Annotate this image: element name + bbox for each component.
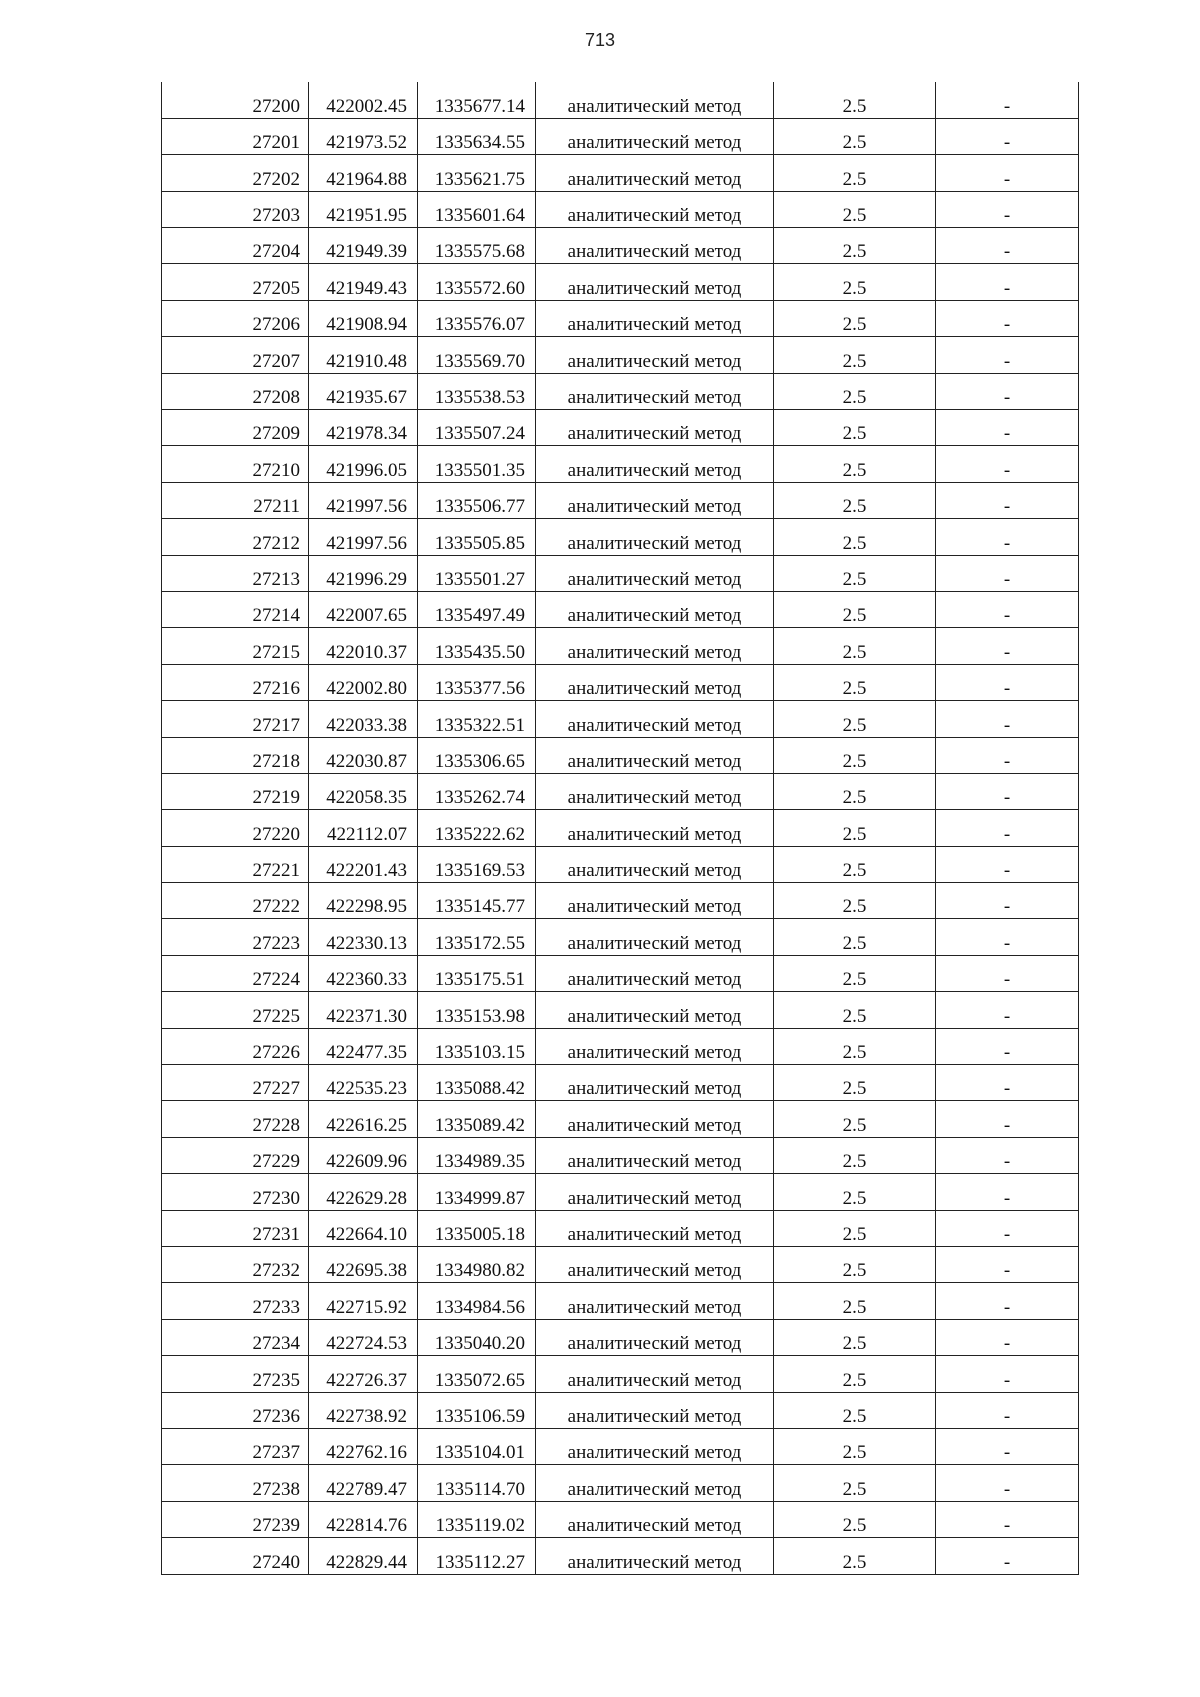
table-row	[162, 264, 1079, 300]
method-cell: аналитический метод	[536, 1428, 774, 1464]
note-cell: -	[936, 1065, 1079, 1101]
method-cell: аналитический метод	[536, 555, 774, 591]
x-coordinate-cell: 422738.92	[309, 1392, 418, 1428]
method-cell: аналитический метод	[536, 373, 774, 409]
x-coordinate-cell: 421997.56	[309, 519, 418, 555]
y-coordinate-cell: 1335145.77	[418, 883, 536, 919]
point-number-cell: 27225	[162, 992, 309, 1028]
note-cell: -	[936, 1356, 1079, 1392]
method-cell: аналитический метод	[536, 1356, 774, 1392]
method-cell: аналитический метод	[536, 300, 774, 336]
method-cell: аналитический метод	[536, 191, 774, 227]
y-coordinate-cell: 1335306.65	[418, 737, 536, 773]
method-cell: аналитический метод	[536, 1247, 774, 1283]
accuracy-cell: 2.5	[774, 1538, 936, 1574]
note-cell: -	[936, 1101, 1079, 1137]
table-row	[162, 701, 1079, 737]
x-coordinate-cell: 421996.29	[309, 555, 418, 591]
method-cell: аналитический метод	[536, 1392, 774, 1428]
note-cell: -	[936, 1210, 1079, 1246]
note-cell: -	[936, 82, 1079, 118]
method-cell: аналитический метод	[536, 1210, 774, 1246]
method-cell: аналитический метод	[536, 1137, 774, 1173]
accuracy-cell: 2.5	[774, 1465, 936, 1501]
note-cell: -	[936, 773, 1079, 809]
point-number-cell: 27231	[162, 1210, 309, 1246]
x-coordinate-cell: 421951.95	[309, 191, 418, 227]
y-coordinate-cell: 1335089.42	[418, 1101, 536, 1137]
note-cell: -	[936, 1174, 1079, 1210]
accuracy-cell: 2.5	[774, 773, 936, 809]
note-cell: -	[936, 1465, 1079, 1501]
accuracy-cell: 2.5	[774, 737, 936, 773]
point-number-cell: 27222	[162, 883, 309, 919]
method-cell: аналитический метод	[536, 446, 774, 482]
method-cell: аналитический метод	[536, 82, 774, 118]
note-cell: -	[936, 846, 1079, 882]
y-coordinate-cell: 1335222.62	[418, 810, 536, 846]
x-coordinate-cell: 421908.94	[309, 300, 418, 336]
table-row	[162, 737, 1079, 773]
point-number-cell: 27223	[162, 919, 309, 955]
method-cell: аналитический метод	[536, 810, 774, 846]
table-row	[162, 337, 1079, 373]
method-cell: аналитический метод	[536, 1319, 774, 1355]
note-cell: -	[936, 300, 1079, 336]
note-cell: -	[936, 810, 1079, 846]
method-cell: аналитический метод	[536, 264, 774, 300]
note-cell: -	[936, 591, 1079, 627]
point-number-cell: 27232	[162, 1247, 309, 1283]
x-coordinate-cell: 422371.30	[309, 992, 418, 1028]
accuracy-cell: 2.5	[774, 1319, 936, 1355]
point-number-cell: 27200	[162, 82, 309, 118]
x-coordinate-cell: 422002.80	[309, 664, 418, 700]
method-cell: аналитический метод	[536, 1501, 774, 1537]
accuracy-cell: 2.5	[774, 846, 936, 882]
point-number-cell: 27230	[162, 1174, 309, 1210]
accuracy-cell: 2.5	[774, 410, 936, 446]
accuracy-cell: 2.5	[774, 519, 936, 555]
x-coordinate-cell: 421978.34	[309, 410, 418, 446]
accuracy-cell: 2.5	[774, 591, 936, 627]
table-row	[162, 846, 1079, 882]
table-row	[162, 1137, 1079, 1173]
table-row	[162, 628, 1079, 664]
note-cell: -	[936, 992, 1079, 1028]
x-coordinate-cell: 421996.05	[309, 446, 418, 482]
note-cell: -	[936, 264, 1079, 300]
y-coordinate-cell: 1335634.55	[418, 118, 536, 154]
point-number-cell: 27218	[162, 737, 309, 773]
point-number-cell: 27219	[162, 773, 309, 809]
x-coordinate-cell: 422201.43	[309, 846, 418, 882]
x-coordinate-cell: 422609.96	[309, 1137, 418, 1173]
note-cell: -	[936, 191, 1079, 227]
note-cell: -	[936, 664, 1079, 700]
x-coordinate-cell: 421997.56	[309, 482, 418, 518]
point-number-cell: 27202	[162, 155, 309, 191]
table-row	[162, 773, 1079, 809]
y-coordinate-cell: 1335322.51	[418, 701, 536, 737]
note-cell: -	[936, 337, 1079, 373]
y-coordinate-cell: 1335435.50	[418, 628, 536, 664]
accuracy-cell: 2.5	[774, 664, 936, 700]
x-coordinate-cell: 422814.76	[309, 1501, 418, 1537]
accuracy-cell: 2.5	[774, 919, 936, 955]
point-number-cell: 27212	[162, 519, 309, 555]
table-row	[162, 191, 1079, 227]
method-cell: аналитический метод	[536, 664, 774, 700]
accuracy-cell: 2.5	[774, 1174, 936, 1210]
table-row	[162, 919, 1079, 955]
x-coordinate-cell: 422010.37	[309, 628, 418, 664]
table-row	[162, 883, 1079, 919]
y-coordinate-cell: 1335106.59	[418, 1392, 536, 1428]
coordinates-table-body	[162, 82, 1079, 1574]
point-number-cell: 27236	[162, 1392, 309, 1428]
y-coordinate-cell: 1334999.87	[418, 1174, 536, 1210]
method-cell: аналитический метод	[536, 1065, 774, 1101]
y-coordinate-cell: 1335103.15	[418, 1028, 536, 1064]
point-number-cell: 27214	[162, 591, 309, 627]
method-cell: аналитический метод	[536, 410, 774, 446]
x-coordinate-cell: 422477.35	[309, 1028, 418, 1064]
note-cell: -	[936, 373, 1079, 409]
y-coordinate-cell: 1335169.53	[418, 846, 536, 882]
x-coordinate-cell: 421964.88	[309, 155, 418, 191]
y-coordinate-cell: 1335112.27	[418, 1538, 536, 1574]
note-cell: -	[936, 228, 1079, 264]
note-cell: -	[936, 1538, 1079, 1574]
accuracy-cell: 2.5	[774, 628, 936, 664]
x-coordinate-cell: 422112.07	[309, 810, 418, 846]
table-row	[162, 591, 1079, 627]
accuracy-cell: 2.5	[774, 264, 936, 300]
accuracy-cell: 2.5	[774, 555, 936, 591]
x-coordinate-cell: 422695.38	[309, 1247, 418, 1283]
table-row	[162, 1210, 1079, 1246]
y-coordinate-cell: 1335506.77	[418, 482, 536, 518]
accuracy-cell: 2.5	[774, 1247, 936, 1283]
table-row	[162, 482, 1079, 518]
method-cell: аналитический метод	[536, 883, 774, 919]
method-cell: аналитический метод	[536, 1101, 774, 1137]
y-coordinate-cell: 1335072.65	[418, 1356, 536, 1392]
method-cell: аналитический метод	[536, 118, 774, 154]
table-row	[162, 992, 1079, 1028]
accuracy-cell: 2.5	[774, 1356, 936, 1392]
point-number-cell: 27203	[162, 191, 309, 227]
x-coordinate-cell: 422762.16	[309, 1428, 418, 1464]
table-row	[162, 1319, 1079, 1355]
note-cell: -	[936, 555, 1079, 591]
table-row	[162, 410, 1079, 446]
table-row	[162, 1392, 1079, 1428]
point-number-cell: 27204	[162, 228, 309, 264]
table-row	[162, 1101, 1079, 1137]
y-coordinate-cell: 1335153.98	[418, 992, 536, 1028]
y-coordinate-cell: 1335575.68	[418, 228, 536, 264]
accuracy-cell: 2.5	[774, 1501, 936, 1537]
x-coordinate-cell: 422535.23	[309, 1065, 418, 1101]
y-coordinate-cell: 1335505.85	[418, 519, 536, 555]
note-cell: -	[936, 701, 1079, 737]
accuracy-cell: 2.5	[774, 228, 936, 264]
method-cell: аналитический метод	[536, 1028, 774, 1064]
point-number-cell: 27228	[162, 1101, 309, 1137]
y-coordinate-cell: 1335262.74	[418, 773, 536, 809]
y-coordinate-cell: 1335621.75	[418, 155, 536, 191]
point-number-cell: 27205	[162, 264, 309, 300]
note-cell: -	[936, 1319, 1079, 1355]
x-coordinate-cell: 422007.65	[309, 591, 418, 627]
note-cell: -	[936, 1247, 1079, 1283]
y-coordinate-cell: 1335538.53	[418, 373, 536, 409]
y-coordinate-cell: 1335040.20	[418, 1319, 536, 1355]
x-coordinate-cell: 422058.35	[309, 773, 418, 809]
y-coordinate-cell: 1335172.55	[418, 919, 536, 955]
y-coordinate-cell: 1335377.56	[418, 664, 536, 700]
table-row	[162, 1465, 1079, 1501]
note-cell: -	[936, 737, 1079, 773]
point-number-cell: 27240	[162, 1538, 309, 1574]
note-cell: -	[936, 1501, 1079, 1537]
table-row	[162, 664, 1079, 700]
point-number-cell: 27224	[162, 955, 309, 991]
note-cell: -	[936, 519, 1079, 555]
y-coordinate-cell: 1335677.14	[418, 82, 536, 118]
accuracy-cell: 2.5	[774, 992, 936, 1028]
table-row	[162, 1065, 1079, 1101]
x-coordinate-cell: 422330.13	[309, 919, 418, 955]
accuracy-cell: 2.5	[774, 191, 936, 227]
method-cell: аналитический метод	[536, 846, 774, 882]
table-row	[162, 555, 1079, 591]
table-row	[162, 810, 1079, 846]
accuracy-cell: 2.5	[774, 701, 936, 737]
y-coordinate-cell: 1335119.02	[418, 1501, 536, 1537]
point-number-cell: 27235	[162, 1356, 309, 1392]
table-row	[162, 1428, 1079, 1464]
table-row	[162, 1174, 1079, 1210]
y-coordinate-cell: 1335507.24	[418, 410, 536, 446]
accuracy-cell: 2.5	[774, 482, 936, 518]
accuracy-cell: 2.5	[774, 337, 936, 373]
x-coordinate-cell: 422298.95	[309, 883, 418, 919]
note-cell: -	[936, 155, 1079, 191]
x-coordinate-cell: 422002.45	[309, 82, 418, 118]
y-coordinate-cell: 1335114.70	[418, 1465, 536, 1501]
note-cell: -	[936, 1283, 1079, 1319]
point-number-cell: 27206	[162, 300, 309, 336]
point-number-cell: 27229	[162, 1137, 309, 1173]
method-cell: аналитический метод	[536, 1465, 774, 1501]
method-cell: аналитический метод	[536, 337, 774, 373]
table-row	[162, 1538, 1079, 1574]
accuracy-cell: 2.5	[774, 1428, 936, 1464]
note-cell: -	[936, 628, 1079, 664]
page-number: 713	[584, 30, 616, 50]
x-coordinate-cell: 422616.25	[309, 1101, 418, 1137]
note-cell: -	[936, 1392, 1079, 1428]
point-number-cell: 27213	[162, 555, 309, 591]
point-number-cell: 27226	[162, 1028, 309, 1064]
point-number-cell: 27209	[162, 410, 309, 446]
note-cell: -	[936, 1028, 1079, 1064]
accuracy-cell: 2.5	[774, 810, 936, 846]
point-number-cell: 27215	[162, 628, 309, 664]
method-cell: аналитический метод	[536, 992, 774, 1028]
point-number-cell: 27237	[162, 1428, 309, 1464]
table-row	[162, 1247, 1079, 1283]
method-cell: аналитический метод	[536, 1538, 774, 1574]
method-cell: аналитический метод	[536, 919, 774, 955]
method-cell: аналитический метод	[536, 228, 774, 264]
point-number-cell: 27221	[162, 846, 309, 882]
note-cell: -	[936, 118, 1079, 154]
table-row	[162, 1501, 1079, 1537]
x-coordinate-cell: 422829.44	[309, 1538, 418, 1574]
y-coordinate-cell: 1335572.60	[418, 264, 536, 300]
point-number-cell: 27220	[162, 810, 309, 846]
y-coordinate-cell: 1334980.82	[418, 1247, 536, 1283]
table-row	[162, 155, 1079, 191]
method-cell: аналитический метод	[536, 737, 774, 773]
y-coordinate-cell: 1335104.01	[418, 1428, 536, 1464]
note-cell: -	[936, 955, 1079, 991]
method-cell: аналитический метод	[536, 628, 774, 664]
accuracy-cell: 2.5	[774, 1392, 936, 1428]
point-number-cell: 27211	[162, 482, 309, 518]
accuracy-cell: 2.5	[774, 1283, 936, 1319]
point-number-cell: 27234	[162, 1319, 309, 1355]
y-coordinate-cell: 1335501.27	[418, 555, 536, 591]
point-number-cell: 27238	[162, 1465, 309, 1501]
y-coordinate-cell: 1335501.35	[418, 446, 536, 482]
table-row	[162, 82, 1079, 118]
x-coordinate-cell: 422030.87	[309, 737, 418, 773]
accuracy-cell: 2.5	[774, 446, 936, 482]
accuracy-cell: 2.5	[774, 155, 936, 191]
table-row	[162, 300, 1079, 336]
accuracy-cell: 2.5	[774, 300, 936, 336]
table-row	[162, 955, 1079, 991]
y-coordinate-cell: 1335005.18	[418, 1210, 536, 1246]
x-coordinate-cell: 421949.43	[309, 264, 418, 300]
method-cell: аналитический метод	[536, 955, 774, 991]
table-row	[162, 1028, 1079, 1064]
x-coordinate-cell: 422629.28	[309, 1174, 418, 1210]
x-coordinate-cell: 422360.33	[309, 955, 418, 991]
note-cell: -	[936, 410, 1079, 446]
method-cell: аналитический метод	[536, 155, 774, 191]
point-number-cell: 27216	[162, 664, 309, 700]
x-coordinate-cell: 422664.10	[309, 1210, 418, 1246]
accuracy-cell: 2.5	[774, 883, 936, 919]
note-cell: -	[936, 482, 1079, 518]
note-cell: -	[936, 446, 1079, 482]
x-coordinate-cell: 422033.38	[309, 701, 418, 737]
note-cell: -	[936, 1137, 1079, 1173]
table-row	[162, 118, 1079, 154]
y-coordinate-cell: 1334984.56	[418, 1283, 536, 1319]
x-coordinate-cell: 421935.67	[309, 373, 418, 409]
y-coordinate-cell: 1335601.64	[418, 191, 536, 227]
table-row	[162, 446, 1079, 482]
point-number-cell: 27207	[162, 337, 309, 373]
table-row	[162, 1283, 1079, 1319]
method-cell: аналитический метод	[536, 1283, 774, 1319]
accuracy-cell: 2.5	[774, 1210, 936, 1246]
accuracy-cell: 2.5	[774, 1028, 936, 1064]
method-cell: аналитический метод	[536, 773, 774, 809]
table-row	[162, 228, 1079, 264]
accuracy-cell: 2.5	[774, 1101, 936, 1137]
x-coordinate-cell: 422715.92	[309, 1283, 418, 1319]
method-cell: аналитический метод	[536, 1174, 774, 1210]
method-cell: аналитический метод	[536, 591, 774, 627]
coordinates-table	[161, 82, 1079, 1575]
y-coordinate-cell: 1335569.70	[418, 337, 536, 373]
method-cell: аналитический метод	[536, 482, 774, 518]
note-cell: -	[936, 883, 1079, 919]
x-coordinate-cell: 422724.53	[309, 1319, 418, 1355]
accuracy-cell: 2.5	[774, 82, 936, 118]
x-coordinate-cell: 421949.39	[309, 228, 418, 264]
point-number-cell: 27210	[162, 446, 309, 482]
y-coordinate-cell: 1335576.07	[418, 300, 536, 336]
point-number-cell: 27233	[162, 1283, 309, 1319]
point-number-cell: 27201	[162, 118, 309, 154]
table-row	[162, 519, 1079, 555]
x-coordinate-cell: 421973.52	[309, 118, 418, 154]
point-number-cell: 27239	[162, 1501, 309, 1537]
y-coordinate-cell: 1335175.51	[418, 955, 536, 991]
x-coordinate-cell: 422726.37	[309, 1356, 418, 1392]
accuracy-cell: 2.5	[774, 118, 936, 154]
table-row	[162, 373, 1079, 409]
accuracy-cell: 2.5	[774, 1137, 936, 1173]
note-cell: -	[936, 919, 1079, 955]
method-cell: аналитический метод	[536, 519, 774, 555]
point-number-cell: 27217	[162, 701, 309, 737]
accuracy-cell: 2.5	[774, 373, 936, 409]
point-number-cell: 27227	[162, 1065, 309, 1101]
accuracy-cell: 2.5	[774, 1065, 936, 1101]
point-number-cell: 27208	[162, 373, 309, 409]
y-coordinate-cell: 1334989.35	[418, 1137, 536, 1173]
y-coordinate-cell: 1335497.49	[418, 591, 536, 627]
x-coordinate-cell: 422789.47	[309, 1465, 418, 1501]
note-cell: -	[936, 1428, 1079, 1464]
y-coordinate-cell: 1335088.42	[418, 1065, 536, 1101]
table-row	[162, 1356, 1079, 1392]
x-coordinate-cell: 421910.48	[309, 337, 418, 373]
accuracy-cell: 2.5	[774, 955, 936, 991]
method-cell: аналитический метод	[536, 701, 774, 737]
